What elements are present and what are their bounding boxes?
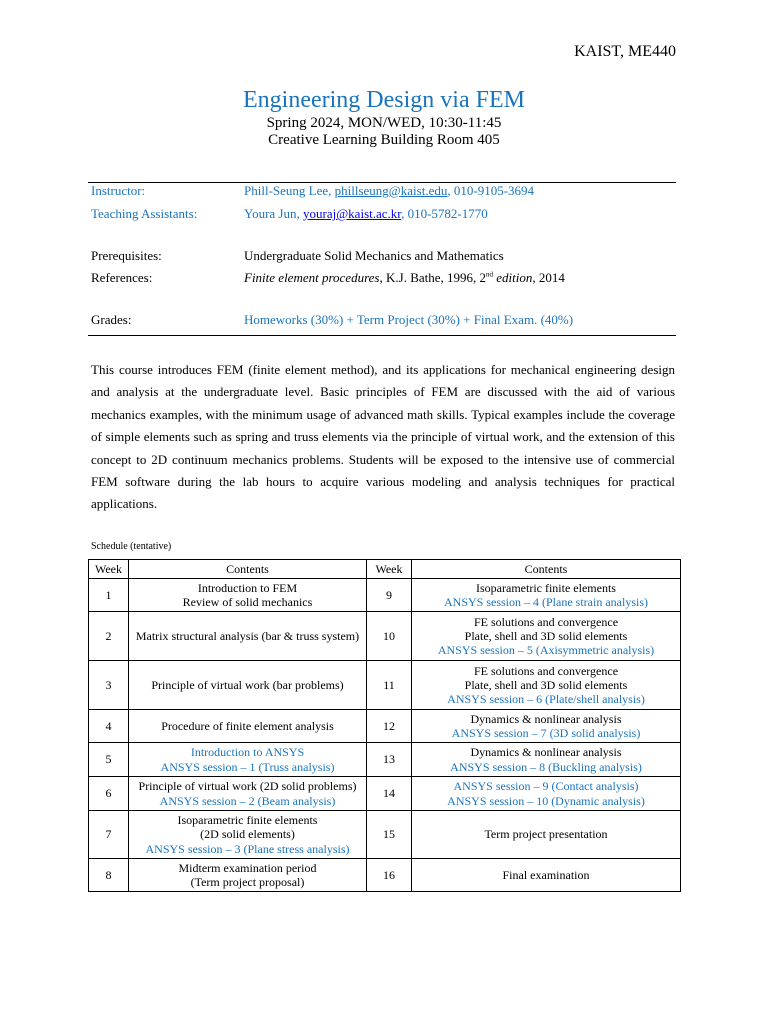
week-header: Week: [89, 560, 129, 579]
week-contents: [129, 579, 367, 612]
week-number: 6: [89, 777, 129, 811]
content-line: Dynamics & nonlinear analysis: [470, 745, 622, 760]
content-line: Plate, shell and 3D solid elements: [464, 677, 628, 692]
content-line: Term project presentation: [484, 827, 608, 842]
week-number: 15: [367, 811, 412, 859]
content-line: Isoparametric finite elements: [177, 813, 318, 828]
content-line: (2D solid elements): [200, 827, 295, 842]
week-number: 9: [367, 579, 412, 612]
ta-name: Youra Jun,: [244, 206, 303, 221]
instructor-email-link[interactable]: phillseung@kaist.edu: [334, 183, 448, 198]
schedule-row: [89, 777, 681, 811]
ansys-session-line: ANSYS session – 2 (Beam analysis): [159, 793, 336, 808]
week-number: 3: [89, 661, 129, 710]
week-contents: [412, 859, 681, 892]
week-contents: [129, 743, 367, 777]
prereq-label: Prerequisites:: [91, 248, 162, 263]
week-contents: [412, 743, 681, 777]
week-number: 13: [367, 743, 412, 777]
week-contents: [412, 661, 681, 710]
content-line: FE solutions and convergence: [473, 614, 619, 629]
week-contents: [412, 811, 681, 859]
schedule-row: [89, 710, 681, 743]
content-line: Principle of virtual work (bar problems): [151, 677, 344, 692]
content-line: Introduction to FEM: [197, 580, 298, 595]
content-line: Review of solid mechanics: [182, 595, 313, 609]
ta-email-link[interactable]: youraj@kaist.ac.kr: [303, 206, 402, 221]
week-contents: [129, 777, 367, 811]
page-title: Engineering Design via FEM: [243, 87, 525, 113]
contents-header: Contents: [129, 560, 367, 579]
week-contents: [412, 710, 681, 743]
week-number: 10: [367, 612, 412, 661]
content-line: Plate, shell and 3D solid elements: [464, 628, 628, 643]
schedule-header-row: [89, 560, 681, 579]
schedule-row: [89, 859, 681, 892]
week-number: 1: [89, 579, 129, 612]
ansys-session-line: ANSYS session – 6 (Plate/shell analysis): [447, 692, 645, 707]
week-number: 4: [89, 710, 129, 743]
week-number: 16: [367, 859, 412, 892]
instructor-label: Instructor:: [91, 183, 146, 198]
instructor-name: Phill-Seung Lee,: [244, 183, 335, 198]
schedule-row: [89, 743, 681, 777]
ta-label: Teaching Assistants:: [91, 206, 198, 221]
ansys-session-line: ANSYS session – 9 (Contact analysis): [453, 779, 639, 794]
ta-phone: , 010-5782-1770: [401, 206, 488, 221]
week-header: Week: [367, 560, 412, 579]
reference-author: , K.J. Bathe, 1996, 2: [379, 270, 487, 285]
ansys-session-line: ANSYS session – 5 (Axisymmetric analysis): [437, 643, 655, 658]
schedule-row: [89, 579, 681, 612]
schedule-body: [89, 579, 681, 892]
reference-book-title: Finite element procedures: [244, 270, 380, 285]
instructor-phone: , 010-9105-3694: [447, 183, 535, 198]
content-line: Isoparametric finite elements: [476, 580, 616, 595]
ansys-session-line: ANSYS session – 8 (Buckling analysis): [450, 759, 642, 774]
course-room: Creative Learning Building Room 405: [268, 132, 500, 148]
week-contents: [129, 710, 367, 743]
week-contents: [129, 661, 367, 710]
content-line: (Term project proposal): [190, 875, 305, 889]
course-description: This course introduces FEM (finite element method), and its applications for mechanical engineering design and analysis at the undergraduate level. Basic principles of FEM are discussed with the aid of various mechanics examples, with the minimum usage of advanced math skills. Typical examples include the coverage of simple elements such as spring and truss elements via the principle of virtual work, and the extension of this concept to 2D continuum mechanics problems. Students will be exposed to the intensive use of commercial FEM software during the lab hours to acquire various modeling and analysis techniques for practical applications.: [91, 362, 675, 512]
course-code: KAIST, ME440: [574, 43, 676, 60]
week-number: 12: [367, 710, 412, 743]
week-contents: [412, 579, 681, 612]
course-info-box: [88, 182, 676, 336]
ansys-session-line: ANSYS session – 1 (Truss analysis): [160, 759, 335, 774]
content-line: Principle of virtual work (2D solid problems): [138, 779, 357, 794]
week-number: 11: [367, 661, 412, 710]
schedule-row: [89, 661, 681, 710]
content-line: Midterm examination period: [178, 860, 317, 875]
week-number: 14: [367, 777, 412, 811]
reference-label: References:: [91, 270, 153, 285]
reference-value: [244, 270, 565, 286]
week-contents: [412, 777, 681, 811]
week-number: 7: [89, 811, 129, 859]
contents-header: Contents: [412, 560, 681, 579]
reference-year: , 2014: [532, 270, 565, 285]
content-line: Procedure of finite element analysis: [161, 718, 334, 733]
schedule-table: [88, 559, 681, 892]
reference-sup: nd: [486, 270, 494, 279]
week-contents: [129, 811, 367, 859]
schedule-caption: Schedule (tentative): [91, 541, 172, 552]
prereq-value: Undergraduate Solid Mechanics and Mathematics: [244, 248, 504, 263]
ta-value: [244, 206, 488, 222]
content-line: FE solutions and convergence: [473, 663, 619, 678]
course-term: Spring 2024, MON/WED, 10:30-11:45: [266, 115, 502, 131]
ansys-session-line: Introduction to ANSYS: [190, 745, 305, 760]
grades-value: Homeworks (30%) + Term Project (30%) + Final Exam. (40%): [244, 312, 574, 327]
schedule-row: [89, 811, 681, 859]
week-number: 5: [89, 743, 129, 777]
ansys-session-line: ANSYS session – 7 (3D solid analysis): [451, 726, 641, 740]
week-contents: [412, 612, 681, 661]
week-number: 8: [89, 859, 129, 892]
content-line: Dynamics & nonlinear analysis: [470, 711, 622, 726]
content-line: Final examination: [502, 867, 590, 882]
week-contents: [129, 612, 367, 661]
schedule-row: [89, 612, 681, 661]
reference-edition: edition: [493, 270, 533, 285]
ansys-session-line: ANSYS session – 10 (Dynamic analysis): [447, 793, 645, 808]
content-line: Matrix structural analysis (bar & truss system): [135, 628, 360, 643]
instructor-value: [244, 183, 534, 199]
ansys-session-line: ANSYS session – 4 (Plane strain analysis): [444, 595, 648, 609]
grades-label: Grades:: [91, 312, 132, 327]
week-contents: [129, 859, 367, 892]
ansys-session-line: ANSYS session – 3 (Plane stress analysis): [145, 841, 350, 856]
week-number: 2: [89, 612, 129, 661]
